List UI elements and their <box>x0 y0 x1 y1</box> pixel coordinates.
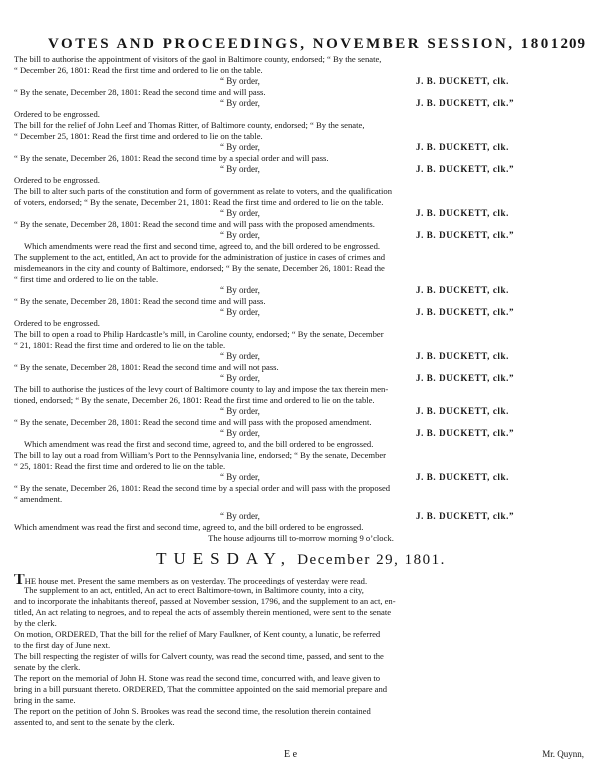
text-line: “ By the senate, December 26, 1801: Read the second time by a special order and will pass. <box>14 153 329 163</box>
signature-line <box>14 208 588 219</box>
text-line: Ordered to be engrossed. <box>14 175 100 185</box>
by-order: “ By order, <box>220 406 260 416</box>
by-order: “ By order, <box>220 307 260 317</box>
text-line: Which amendment was read the first and second time, agreed to, and the bill ordered to be engrossed. <box>14 522 364 532</box>
text-line: The supplement to the act, entitled, An act to provide for the administration of justice in cases of crimes and <box>14 252 386 262</box>
text-line: titled, An act relating to negroes, and to repeal the acts of assembly therein mentioned, were sent to the senate <box>14 607 392 617</box>
signature-line <box>14 230 588 241</box>
signature-line <box>14 351 588 362</box>
clerk-name: J. B. DUCKETT, clk. <box>416 76 509 86</box>
drop-cap: T <box>14 574 25 585</box>
catchword: Mr. Quynn, <box>542 749 584 759</box>
text-line: “ first time and ordered to lie on the table. <box>14 274 159 284</box>
text-line: “ By the senate, December 28, 1801: Read the second time and will pass. <box>14 87 266 97</box>
by-order: “ By order, <box>220 472 260 482</box>
clerk-name: J. B. DUCKETT, clk.” <box>416 511 515 521</box>
clerk-name: J. B. DUCKETT, clk.” <box>416 373 515 383</box>
text-line: The bill to authorise the justices of the levy court of Baltimore county to lay and impose the tax therein men- <box>14 384 389 394</box>
text-line: The bill to lay out a road from William’s Port to the Pennsylvania line, endorsed; “ By the senate, December <box>14 450 387 460</box>
text-run: HE house met. Present the same members as on yesterday. The proceedings of yesterday were read. <box>24 576 368 585</box>
text-line: “ December 26, 1801: Read the first time and ordered to lie on the table. <box>14 65 263 75</box>
by-order: “ By order, <box>220 230 260 240</box>
text-line: of voters, endorsed; “ By the senate, December 21, 1801: Read the first time and ordered to lie on the table. <box>14 197 384 207</box>
day-date: December 29, 1801. <box>297 552 446 568</box>
signature-line <box>14 307 588 318</box>
text-line: senate by the clerk. <box>14 662 81 672</box>
running-title: VOTES AND PROCEEDINGS, NOVEMBER SESSION, 1801. <box>48 36 567 52</box>
text-line <box>14 574 588 585</box>
clerk-name: J. B. DUCKETT, clk.” <box>416 307 515 317</box>
signature-line <box>14 406 588 417</box>
by-order: “ By order, <box>220 208 260 218</box>
signature-line <box>14 285 588 296</box>
text-line: “ By the senate, December 28, 1801: Read the second time and will pass with the proposed amendments. <box>14 219 375 229</box>
by-order: “ By order, <box>220 373 260 383</box>
text-line: to the first day of June next. <box>14 640 111 650</box>
day-heading <box>14 544 588 574</box>
by-order: “ By order, <box>220 285 260 295</box>
page-number: 209 <box>560 36 586 52</box>
text-line: assented to, and sent to the senate by the clerk. <box>14 717 175 727</box>
text-line: The bill to alter such parts of the constitution and form of government as relate to voters, and the qualification <box>14 186 393 196</box>
by-order: “ By order, <box>220 76 260 86</box>
signature-line <box>14 472 588 483</box>
text-line: bring in the same. <box>14 695 76 705</box>
text-line: Which amendments were read the first and second time, agreed to, and the bill ordered to be engrossed. <box>24 241 381 251</box>
text-line: and to incorporate the inhabitants thereof, passed at November session, 1796, and the supplement to an act, en- <box>14 596 396 606</box>
clerk-name: J. B. DUCKETT, clk.” <box>416 428 515 438</box>
text-line: misdemeanors in the city and county of Baltimore, endorsed; “ By the senate, December 26, 1801: Read the <box>14 263 385 273</box>
text-line: “ By the senate, December 28, 1801: Read the second time and will pass. <box>14 296 266 306</box>
text-line: The bill to open a road to Philip Hardcastle’s mill, in Caroline county, endorsed; “ By the senate, December <box>14 329 384 339</box>
text-line: tioned, endorsed; “ By the senate, December 26, 1801: Read the first time and ordered to lie on the table. <box>14 395 375 405</box>
signature-line <box>14 428 588 439</box>
clerk-name: J. B. DUCKETT, clk.” <box>416 164 515 174</box>
text-line: Ordered to be engrossed. <box>14 318 100 328</box>
text-line: The report on the memorial of John H. Stone was read the second time, concurred with, and leave given to <box>14 673 381 683</box>
text-line: by the clerk. <box>14 618 57 628</box>
day-name: TUESDAY, <box>156 549 292 568</box>
signature-line <box>14 164 588 175</box>
by-order: “ By order, <box>220 142 260 152</box>
text-line: “ By the senate, December 28, 1801: Read the second time and will not pass. <box>14 362 279 372</box>
text-line: The bill respecting the register of wills for Calvert county, was read the second time, passed, and sent to the <box>14 651 384 661</box>
adjournment-line: The house adjourns till to-morrow morning 9 o’clock. <box>208 533 394 543</box>
page-header <box>14 36 586 54</box>
clerk-name: J. B. DUCKETT, clk. <box>416 351 509 361</box>
text-line: “ 21, 1801: Read the first time and ordered to lie on the table. <box>14 340 226 350</box>
text-line: “ 25, 1801: Read the first time and ordered to lie on the table. <box>14 461 226 471</box>
clerk-name: J. B. DUCKETT, clk. <box>416 472 509 482</box>
text-line: The bill for the relief of John Leef and Thomas Ritter, of Baltimore county, endorsed; “ By the senate, <box>14 120 365 130</box>
signature-line <box>14 98 588 109</box>
signature-mark: E e <box>284 749 298 760</box>
by-order: “ By order, <box>220 98 260 108</box>
signature-line <box>14 76 588 87</box>
signature-line <box>14 373 588 384</box>
proceedings-text <box>14 54 588 728</box>
clerk-name: J. B. DUCKETT, clk. <box>416 406 509 416</box>
text-line: The report on the petition of John S. Brookes was read the second time, the resolution therein contained <box>14 706 371 716</box>
signature-line <box>14 511 588 522</box>
by-order: “ By order, <box>220 351 260 361</box>
text-line: “ December 25, 1801: Read the first time and ordered to lie on the table. <box>14 131 263 141</box>
text-line: Ordered to be engrossed. <box>14 109 100 119</box>
signature-line <box>14 142 588 153</box>
text-line: “ By the senate, December 28, 1801: Read the second time and will pass with the proposed amendment. <box>14 417 372 427</box>
clerk-name: J. B. DUCKETT, clk.” <box>416 98 515 108</box>
text-line: The supplement to an act, entitled, An act to erect Baltimore-town, in Baltimore county, into a city, <box>24 585 364 595</box>
clerk-name: J. B. DUCKETT, clk. <box>416 208 509 218</box>
text-line: “ amendment. <box>14 494 63 504</box>
clerk-name: J. B. DUCKETT, clk.” <box>416 230 515 240</box>
text-line: bring in a bill pursuant thereto. ORDERED, That the committee appointed on the said memorial prepare and <box>14 684 388 694</box>
text-line: The bill to authorise the appointment of visitors of the gaol in Baltimore county, endorsed; “ By the senate, <box>14 54 382 64</box>
by-order: “ By order, <box>220 428 260 438</box>
page-footer <box>14 749 586 763</box>
text-line: “ By the senate, December 26, 1801: Read the second time by a special order and will pass with the proposed <box>14 483 391 493</box>
text-line: Which amendment was read the first and second time, agreed to, and the bill ordered to be engrossed. <box>24 439 374 449</box>
text-line: On motion, ORDERED, That the bill for the relief of Mary Faulkner, of Kent county, a lunatic, be referred <box>14 629 381 639</box>
by-order: “ By order, <box>220 511 260 521</box>
clerk-name: J. B. DUCKETT, clk. <box>416 142 509 152</box>
by-order: “ By order, <box>220 164 260 174</box>
clerk-name: J. B. DUCKETT, clk. <box>416 285 509 295</box>
